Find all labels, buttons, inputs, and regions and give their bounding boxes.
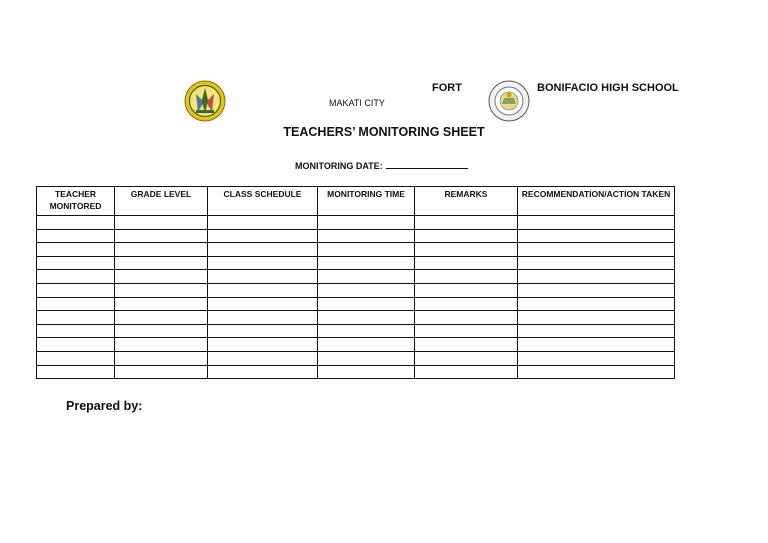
table-cell[interactable] — [318, 311, 415, 325]
monitoring-date-blank — [386, 160, 468, 169]
table-cell[interactable] — [318, 229, 415, 243]
table-cell[interactable] — [37, 283, 115, 297]
table-cell[interactable] — [37, 216, 115, 230]
table-cell[interactable] — [115, 229, 208, 243]
monitoring-date-label: MONITORING DATE: — [295, 161, 383, 171]
col-header-remarks: REMARKS — [415, 187, 518, 216]
col-header-grade-level: GRADE LEVEL — [115, 187, 208, 216]
table-cell[interactable] — [318, 297, 415, 311]
table-cell[interactable] — [518, 297, 675, 311]
table-row — [37, 351, 675, 365]
table-cell[interactable] — [37, 311, 115, 325]
monitoring-date — [295, 160, 468, 171]
monitoring-table — [36, 186, 675, 379]
table-cell[interactable] — [208, 311, 318, 325]
table-cell[interactable] — [208, 216, 318, 230]
table-cell[interactable] — [518, 324, 675, 338]
table-cell[interactable] — [518, 216, 675, 230]
school-seal-icon — [184, 80, 226, 122]
table-cell[interactable] — [37, 365, 115, 379]
table-cell[interactable] — [115, 324, 208, 338]
table-cell[interactable] — [415, 338, 518, 352]
school-name-part2: BONIFACIO HIGH SCHOOL — [537, 82, 679, 94]
table-cell[interactable] — [518, 256, 675, 270]
table-row — [37, 243, 675, 257]
table-cell[interactable] — [37, 297, 115, 311]
table-cell[interactable] — [208, 283, 318, 297]
table-cell[interactable] — [208, 338, 318, 352]
table-cell[interactable] — [37, 243, 115, 257]
table-cell[interactable] — [318, 270, 415, 284]
prepared-by-label: Prepared by: — [66, 399, 143, 413]
table-cell[interactable] — [37, 270, 115, 284]
table-row — [37, 324, 675, 338]
table-cell[interactable] — [318, 243, 415, 257]
table-cell[interactable] — [208, 256, 318, 270]
col-header-monitoring-time: MONITORING TIME — [318, 187, 415, 216]
table-cell[interactable] — [115, 351, 208, 365]
table-cell[interactable] — [208, 351, 318, 365]
table-cell[interactable] — [415, 283, 518, 297]
table-row — [37, 283, 675, 297]
table-cell[interactable] — [415, 270, 518, 284]
page-title: TEACHERS’ MONITORING SHEET — [283, 125, 485, 139]
table-cell[interactable] — [115, 243, 208, 257]
table-row — [37, 216, 675, 230]
table-cell[interactable] — [318, 324, 415, 338]
table-header-row — [37, 187, 675, 216]
table-cell[interactable] — [518, 229, 675, 243]
table-cell[interactable] — [115, 365, 208, 379]
table-cell[interactable] — [37, 324, 115, 338]
table-cell[interactable] — [415, 311, 518, 325]
table-row — [37, 256, 675, 270]
table-cell[interactable] — [208, 243, 318, 257]
table-cell[interactable] — [37, 229, 115, 243]
deped-seal-icon — [488, 80, 530, 122]
table-cell[interactable] — [415, 256, 518, 270]
table-cell[interactable] — [415, 243, 518, 257]
table-cell[interactable] — [115, 311, 208, 325]
table-cell[interactable] — [518, 365, 675, 379]
table-cell[interactable] — [37, 338, 115, 352]
city-label: MAKATI CITY — [329, 98, 385, 108]
table-cell[interactable] — [115, 216, 208, 230]
table-cell[interactable] — [208, 229, 318, 243]
table-cell[interactable] — [318, 216, 415, 230]
table-cell[interactable] — [318, 351, 415, 365]
table-cell[interactable] — [208, 365, 318, 379]
table-row — [37, 365, 675, 379]
table-cell[interactable] — [115, 338, 208, 352]
table-cell[interactable] — [518, 270, 675, 284]
table-cell[interactable] — [415, 216, 518, 230]
table-cell[interactable] — [518, 311, 675, 325]
table-cell[interactable] — [37, 351, 115, 365]
table-cell[interactable] — [318, 256, 415, 270]
table-cell[interactable] — [115, 270, 208, 284]
table-cell[interactable] — [115, 283, 208, 297]
table-cell[interactable] — [415, 297, 518, 311]
table-cell[interactable] — [518, 338, 675, 352]
table-row — [37, 297, 675, 311]
table-cell[interactable] — [37, 256, 115, 270]
table-row — [37, 311, 675, 325]
table-cell[interactable] — [208, 324, 318, 338]
table-cell[interactable] — [415, 324, 518, 338]
table-cell[interactable] — [415, 229, 518, 243]
table-cell[interactable] — [318, 365, 415, 379]
table-row — [37, 229, 675, 243]
table-cell[interactable] — [415, 365, 518, 379]
table-cell[interactable] — [115, 297, 208, 311]
table-cell[interactable] — [518, 283, 675, 297]
col-header-teacher: TEACHER MONITORED — [37, 187, 115, 216]
table-cell[interactable] — [518, 243, 675, 257]
table-row — [37, 338, 675, 352]
table-cell[interactable] — [318, 338, 415, 352]
table-row — [37, 270, 675, 284]
table-cell[interactable] — [415, 351, 518, 365]
table-cell[interactable] — [208, 270, 318, 284]
col-header-recommendation: RECOMMENDATION/ACTION TAKEN — [518, 187, 675, 216]
table-cell[interactable] — [318, 283, 415, 297]
school-name-part1: FORT — [432, 82, 462, 94]
table-cell[interactable] — [208, 297, 318, 311]
col-header-class-schedule: CLASS SCHEDULE — [208, 187, 318, 216]
table-cell[interactable] — [115, 256, 208, 270]
table-cell[interactable] — [518, 351, 675, 365]
